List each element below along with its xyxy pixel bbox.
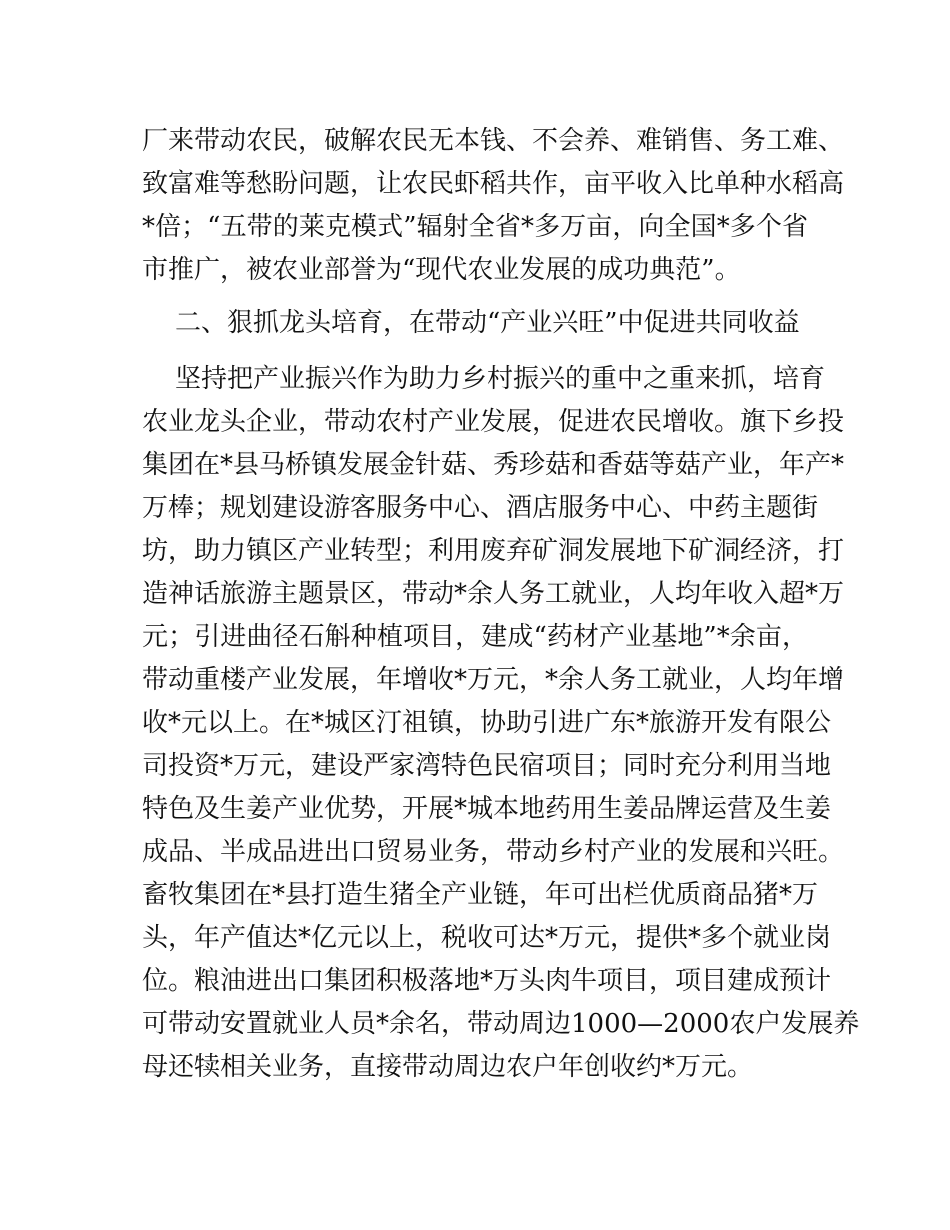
paragraph-1-line-1: 厂来带动农民，破解农民无本钱、不会养、难销售、务工难、	[142, 126, 845, 156]
section-heading: 二、狠抓龙头培育，在带动“产业兴旺”中促进共同收益	[175, 308, 800, 338]
paragraph-2-line-8: 带动重楼产业发展，年增收*万元，*余人务工就业，人均年增	[142, 665, 845, 695]
paragraph-1-line-2: 致富难等愁盼问题，让农民虾稻共作，亩平收入比单种水稻高	[142, 169, 845, 199]
paragraph-2-line-13: 畜牧集团在*县打造生猪全产业链，年可出栏优质商品猪*万	[142, 880, 819, 910]
paragraph-2-line-9: 收*元以上。在*城区汀祖镇，协助引进广东*旅游开发有限公	[142, 708, 832, 738]
paragraph-2-line-2: 农业龙头企业，带动农村产业发展，促进农民增收。旗下乡投	[142, 407, 845, 437]
paragraph-1-line-3: *倍；“五带的莱克模式”辐射全省*多万亩，向全国*多个省	[142, 212, 808, 242]
paragraph-2-line-17: 母还犊相关业务，直接带动周边农户年创收约*万元。	[142, 1052, 754, 1082]
paragraph-2-line-6: 造神话旅游主题景区，带动*余人务工就业，人均年收入超*万	[142, 579, 845, 609]
paragraph-2-line-12: 成品、半成品进出口贸易业务，带动乡村产业的发展和兴旺。	[142, 837, 845, 867]
paragraph-1-line-4: 市推广，被农业部誉为“现代农业发展的成功典范”。	[142, 255, 741, 285]
paragraph-2-line-10: 司投资*万元，建设严家湾特色民宿项目；同时充分利用当地	[142, 751, 832, 781]
paragraph-2-line-14: 头，年产值达*亿元以上，税收可达*万元，提供*多个就业岗	[142, 923, 832, 953]
paragraph-2-line-4: 万棒；规划建设游客服务中心、酒店服务中心、中药主题街	[142, 493, 819, 523]
paragraph-2-line-3: 集团在*县马桥镇发展金针菇、秀珍菇和香菇等菇产业，年产*	[142, 450, 845, 480]
paragraph-2-line-16: 可带动安置就业人员*余名，带动周边1000—2000农户发展养	[142, 1009, 860, 1039]
paragraph-2-line-15: 位。粮油进出口集团积极落地*万头肉牛项目，项目建成预计	[142, 966, 832, 996]
paragraph-2-line-5: 坊，助力镇区产业转型；利用废弃矿洞发展地下矿洞经济，打	[142, 536, 845, 566]
paragraph-2-line-1: 坚持把产业振兴作为助力乡村振兴的重中之重来抓，培育	[175, 364, 826, 394]
paragraph-2-line-7: 元；引进曲径石斛种植项目，建成“药材产业基地”*余亩，	[142, 622, 808, 652]
paragraph-2-line-11: 特色及生姜产业优势，开展*城本地药用生姜品牌运营及生姜	[142, 794, 832, 824]
